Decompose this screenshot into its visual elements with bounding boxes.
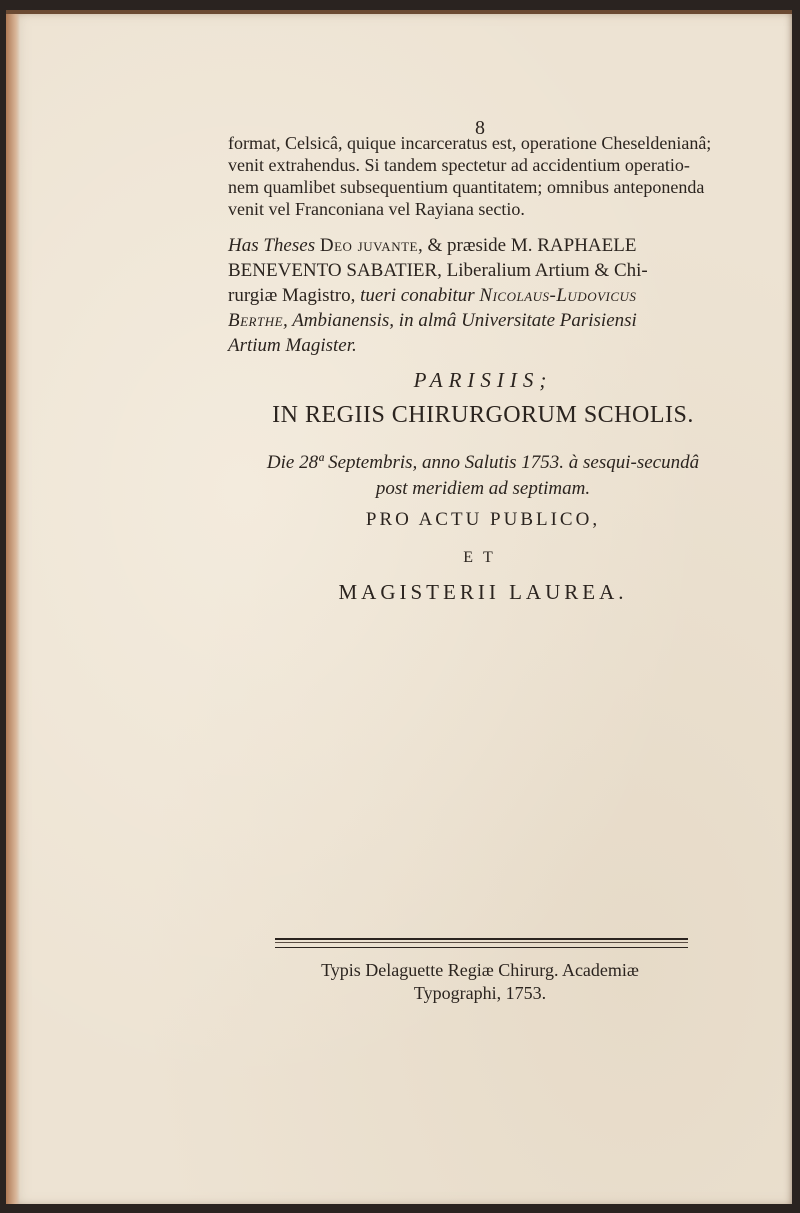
magistro-text: rurgiæ Magistro, xyxy=(228,285,361,306)
et-heading: ET xyxy=(463,549,503,566)
candidate-name: Nicolaus-Ludovicus xyxy=(479,285,637,306)
magisterii-heading: MAGISTERII LAUREA. xyxy=(338,580,628,604)
text-line: format, Celsicâ, quique incarceratus est, operatione Cheseldenianâ; xyxy=(228,133,712,153)
has-theses-text: Has Theses xyxy=(228,235,316,256)
date-line xyxy=(228,450,738,502)
text-line: Die 28ª Septembris, anno Salutis 1753. à sesqui-secundâ xyxy=(266,452,700,473)
deo-juvante-text: Deo juvante xyxy=(319,235,418,256)
text-line xyxy=(228,308,738,333)
tueri-text: tueri conabitur xyxy=(360,285,480,306)
paragraph-operation xyxy=(228,132,738,220)
imprint-rule xyxy=(275,938,688,948)
text-line: venit extrahendus. Si tandem spectetur ad accidentium operatio- xyxy=(228,155,690,175)
text-line: nem quamlibet subsequentium quantitatem; omnibus anteponenda xyxy=(228,177,705,197)
praeside-text: , & præside M. RAPHAELE xyxy=(417,235,637,256)
text-line xyxy=(228,233,738,258)
imprint-line: Typis Delaguette Regiæ Chirurg. Academiæ xyxy=(321,960,639,980)
page-binding-edge xyxy=(6,14,20,1204)
text-line: venit vel Franconiana vel Rayiana sectio. xyxy=(228,199,525,219)
text-line: post meridiem ad septimam. xyxy=(375,478,591,499)
printer-imprint xyxy=(260,959,700,1005)
ambianensis-text: , Ambianensis, in almâ Universitate Parisiensi xyxy=(283,310,637,331)
place-heading: PARISIIS; xyxy=(413,368,553,392)
paragraph-theses xyxy=(228,233,738,358)
pro-actu-heading: PRO ACTU PUBLICO, xyxy=(365,509,601,530)
text-line xyxy=(228,283,738,308)
schools-heading: IN REGIIS CHIRURGORUM SCHOLIS. xyxy=(272,402,694,428)
text-line: BENEVENTO SABATIER, Liberalium Artium & Chi- xyxy=(228,260,648,281)
candidate-surname: Berthe xyxy=(228,310,284,331)
text-line: Artium Magister. xyxy=(228,335,357,356)
page-number: 8 xyxy=(475,117,485,139)
imprint-line: Typographi, 1753. xyxy=(413,983,547,1003)
